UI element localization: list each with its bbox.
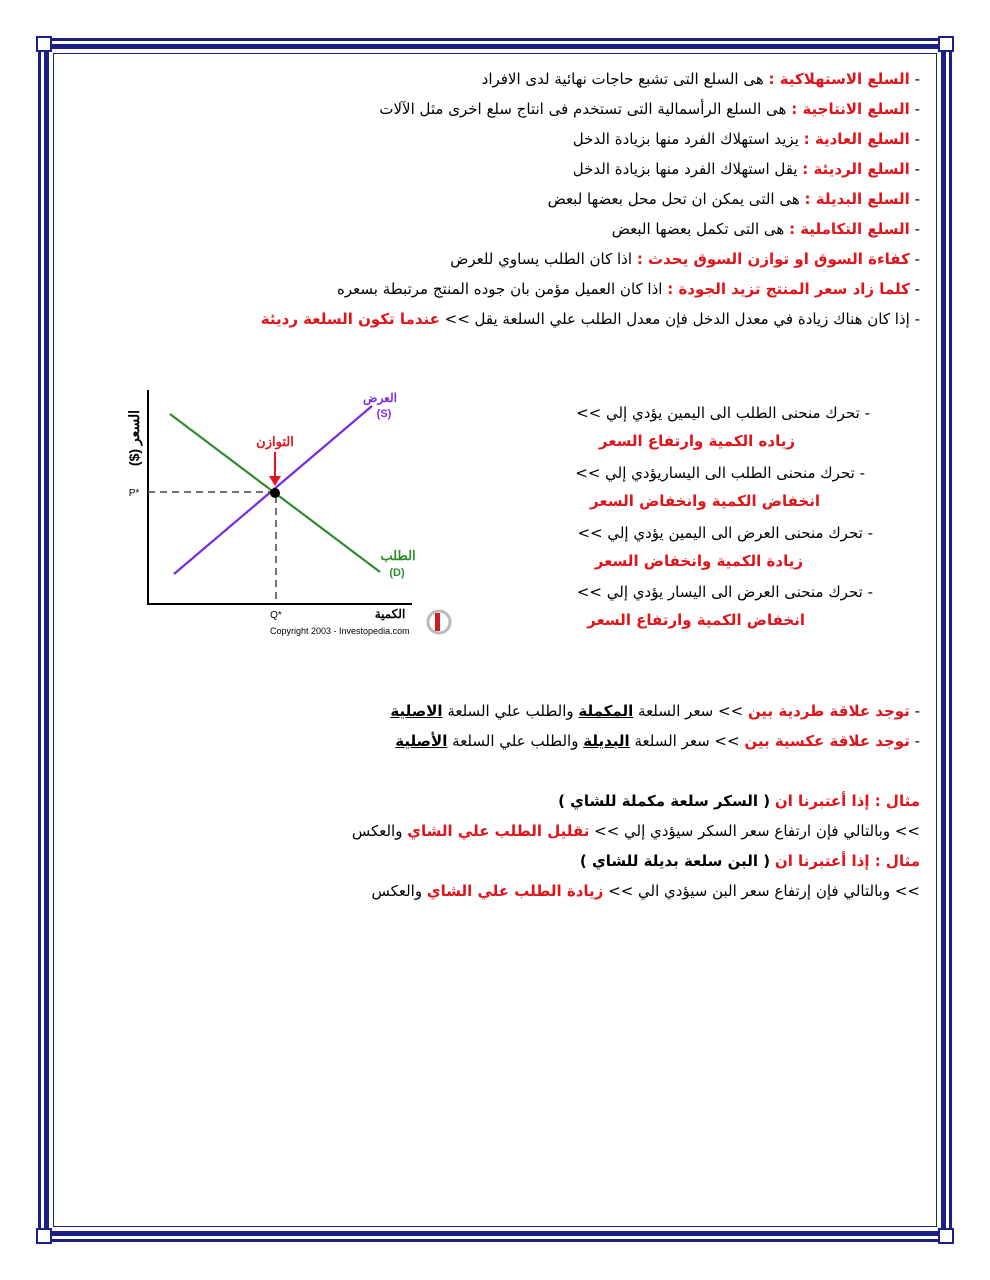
supply-demand-chart — [112, 378, 462, 650]
example-body: >> وبالتالي فإن ارتفاع سعر السكر سيؤدي إلي >> تقليل الطلب علي الشاي والعكس — [351, 822, 920, 840]
example-heading: مثال : إذا أعتبرنا ان ( السكر سلعة مكملة للشاي ) — [558, 792, 920, 810]
shift-item: - تحرك منحنى الطلب الى اليمين يؤدي إلي >> — [576, 404, 870, 422]
definition-item: - السلع الاستهلاكية : هى السلع التى تشبع حاجات نهائية لدى الافراد — [481, 70, 920, 88]
demand-label: الطلب — [380, 548, 416, 563]
definition-item: - كلما زاد سعر المنتج تزيد الجودة : اذا كان العميل مؤمن بان جوده المنتج مرتبطة بسعره — [337, 280, 920, 298]
p-star-label: P* — [128, 488, 140, 499]
shift-result: انخفاض الكمية وارتفاع السعر — [587, 611, 805, 629]
relation-item: - توجد علاقة عكسية بين >> سعر السلعة البديلة والطلب علي السلعة الأصلية — [395, 732, 920, 750]
supply-label: العرض — [363, 391, 397, 405]
shift-result: انخفاض الكمية وانخفاض السعر — [590, 492, 820, 510]
border-corner — [36, 1228, 52, 1244]
relation-item: - توجد علاقة طردية بين >> سعر السلعة المكملة والطلب علي السلعة الاصلية — [390, 702, 920, 720]
shift-item: - تحرك منحنى العرض الى اليمين يؤدي إلي >> — [577, 524, 873, 542]
definition-item: - السلع العادية : يزيد استهلاك الفرد منها بزيادة الدخل — [572, 130, 920, 148]
equilibrium-label: التوازن — [256, 434, 294, 449]
x-axis-label: الكمية — [374, 607, 406, 621]
equilibrium-point — [270, 488, 280, 498]
demand-code: (D) — [389, 567, 405, 579]
shift-item: - تحرك منحنى الطلب الى اليساريؤدي إلي >> — [575, 464, 865, 482]
q-star-label: Q* — [270, 610, 282, 621]
definition-item: - السلع التكاملية : هى التى تكمل بعضها البعض — [611, 220, 920, 238]
definition-item: - كفاءة السوق او توازن السوق يحدث : اذا كان الطلب يساوي للعرض — [450, 250, 920, 268]
supply-code: (S) — [376, 408, 392, 420]
border-corner — [938, 36, 954, 52]
shift-item: - تحرك منحنى العرض الى اليسار يؤدي إلي >> — [576, 583, 873, 601]
y-axis-label: السعر ($) — [126, 409, 142, 467]
definition-item: - السلع البديلة : هى التى يمكن ان تحل محل بعضها لبعض — [547, 190, 920, 208]
income-inferior-line: - إذا كان هناك زيادة في معدل الدخل فإن معدل الطلب علي السلعة يقل >> عندما تكون السلعة رديئة — [260, 310, 920, 328]
example-body: >> وبالتالي فإن إرتفاع سعر البن سيؤدي الي >> زيادة الطلب علي الشاي والعكس — [371, 882, 920, 900]
shift-result: زياده الكمية وارتفاع السعر — [598, 432, 795, 450]
chart-copyright: Copyright 2003 - Investopedia.com — [270, 626, 410, 636]
shift-result: زيادة الكمية وانخفاض السعر — [594, 552, 803, 570]
example-heading: مثال : إذا أعتبرنا ان ( البن سلعة بديلة للشاي ) — [579, 852, 920, 870]
border-corner — [36, 36, 52, 52]
definition-item: - السلع الانتاجية : هى السلع الرأسمالية التى تستخدم فى انتاج سلع اخرى مثل الآلات — [379, 100, 920, 118]
border-corner — [938, 1228, 954, 1244]
definition-item: - السلع الرديئة : يقل استهلاك الفرد منها بزيادة الدخل — [572, 160, 920, 178]
investopedia-logo-icon — [428, 611, 450, 633]
